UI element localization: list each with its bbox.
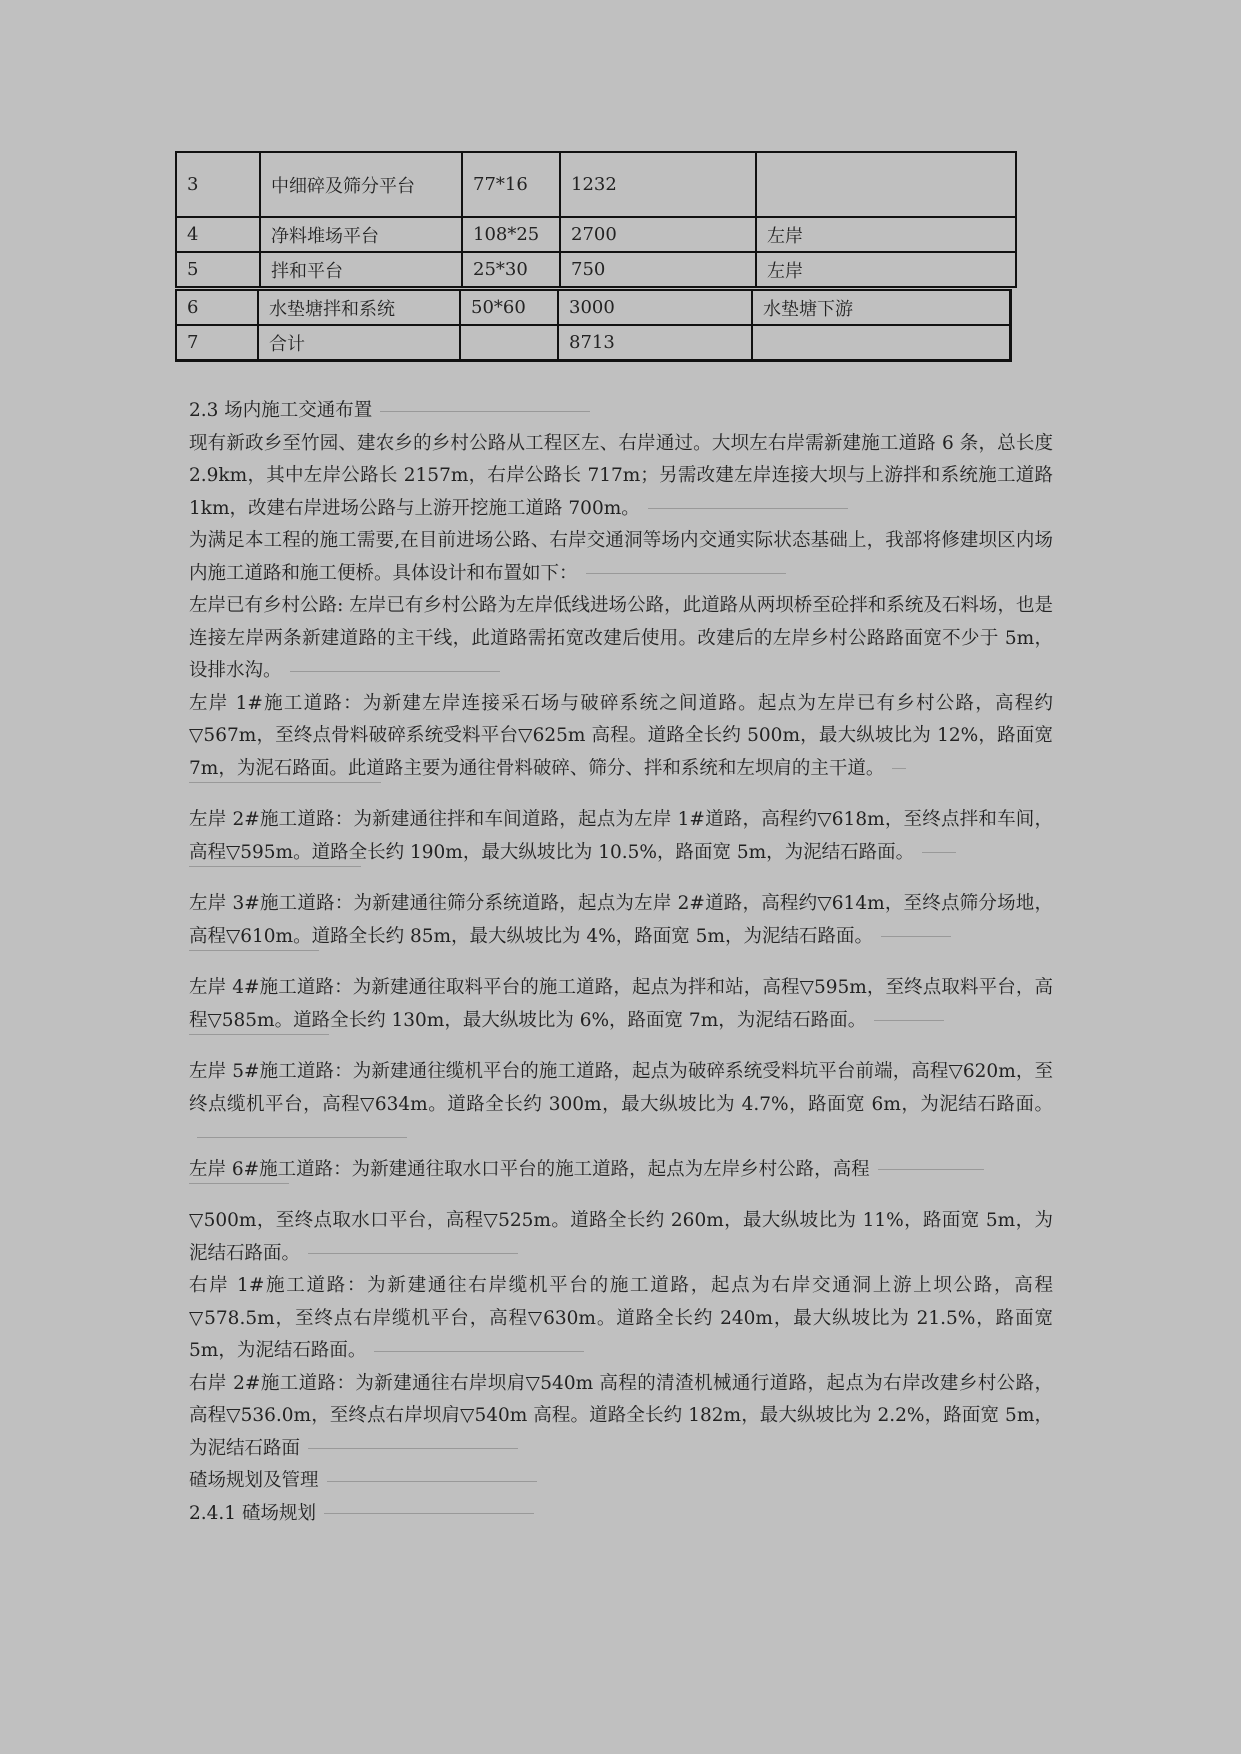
- underline-mark: [290, 671, 500, 672]
- underline-mark: [374, 1351, 584, 1352]
- cell-name: 中细碎及筛分平台: [260, 152, 462, 217]
- underline-mark: [327, 1481, 537, 1482]
- cell-size: 77*16: [462, 152, 560, 217]
- table-row: [176, 325, 1011, 361]
- table-row: [176, 217, 1016, 252]
- paragraph: 左岸已有乡村公路: 左岸已有乡村公路为左岸低线进场公路，此道路从两坝桥至砼拌和系统及石料场，也是连接左岸两条新建道路的主干线，此道路需拓宽改建后使用。改建后的左岸乡村公路路面宽不少于 5m，设排水沟。: [189, 595, 1053, 681]
- cell-size: [460, 325, 558, 361]
- underline-mark: [878, 1169, 984, 1170]
- cell-name: 水垫塘拌和系统: [258, 290, 460, 325]
- paragraph: 右岸 1#施工道路：为新建通往右岸缆机平台的施工道路，起点为右岸交通洞上游上坝公路，高程▽578.5m，至终点右岸缆机平台，高程▽630m。道路全长约 240m，最大纵坡比为 21.5%，路面宽 5m，为泥结石路面。: [189, 1275, 1053, 1361]
- paragraph: 左岸 2#施工道路：为新建通往拌和车间道路，起点为左岸 1#道路，高程约▽618m，至终点拌和车间，高程▽595m。道路全长约 190m，最大纵坡比为 10.5%，路面宽 5m，为泥结石路面。: [189, 809, 1053, 863]
- paragraph: 为满足本工程的施工需要,在目前进场公路、右岸交通洞等场内交通实际状态基础上，我部将修建坝区内场内施工道路和施工便桥。具体设计和布置如下：: [189, 530, 1053, 584]
- underline-mark: [586, 573, 786, 574]
- underline-mark: [892, 768, 906, 769]
- paragraph: ▽500m，至终点取水口平台，高程▽525m。道路全长约 260m，最大纵坡比为 11%，路面宽 5m，为泥结石路面。: [189, 1210, 1053, 1264]
- cell-name: 拌和平台: [260, 252, 462, 287]
- underline-mark: [308, 1253, 518, 1254]
- cell-area: 750: [560, 252, 756, 287]
- cell-name: 净料堆场平台: [260, 217, 462, 252]
- cell-area: 2700: [560, 217, 756, 252]
- cell-area: 3000: [558, 290, 752, 325]
- underline-mark: [324, 1513, 534, 1514]
- underline-mark: [881, 936, 951, 937]
- paragraph: 左岸 3#施工道路：为新建通往筛分系统道路，起点为左岸 2#道路，高程约▽614m，至终点筛分场地，高程▽610m。道路全长约 85m，最大纵坡比为 4%，路面宽 5m，为泥结石路面。: [189, 893, 1053, 947]
- underline-mark: [197, 1137, 407, 1138]
- table-row: [176, 252, 1016, 287]
- underline-mark: [874, 1020, 944, 1021]
- heading-slag-yard-plan: 2.4.1 碴场规划: [189, 1498, 1053, 1531]
- paragraph: 左岸 1#施工道路：为新建左岸连接采石场与破碎系统之间道路。起点为左岸已有乡村公路，高程约▽567m，至终点骨料破碎系统受料平台▽625m 高程。道路全长约 500m，最大纵坡比为 12%，路面宽 7m，为泥石路面。此道路主要为通往骨料破碎、筛分、拌和系统和左坝肩的主干道。: [189, 692, 1053, 779]
- table-row: [176, 290, 1011, 325]
- facility-table-lower: [175, 289, 1012, 362]
- cell-no: 6: [176, 290, 258, 325]
- cell-location: 左岸: [756, 252, 1016, 287]
- heading-slag-yard: 碴场规划及管理: [189, 1465, 1053, 1498]
- underline-mark: [922, 852, 956, 853]
- paragraph: 右岸 2#施工道路：为新建通往右岸坝肩▽540m 高程的清渣机械通行道路，起点为右岸改建乡村公路，高程▽536.0m，至终点右岸坝肩▽540m 高程。道路全长约 182m，最大纵坡比为 2.2%，路面宽 5m，为泥结石路面: [189, 1372, 1053, 1459]
- paragraph: 现有新政乡至竹园、建农乡的乡村公路从工程区左、右岸通过。大坝左右岸需新建施工道路 6 条，总长度 2.9km，其中左岸公路长 2157m，右岸公路长 717m；另需改建左岸连接大坝与上游拌和系统施工道路 1km，改建右岸进场公路与上游开挖施工道路 700m。: [189, 432, 1053, 519]
- cell-location: 左岸: [756, 217, 1016, 252]
- cell-name: 合计: [258, 325, 460, 361]
- underline-mark: [380, 411, 590, 412]
- paragraph: 左岸 5#施工道路：为新建通往缆机平台的施工道路，起点为破碎系统受料坑平台前端，高程▽620m，至终点缆机平台，高程▽634m。道路全长约 300m，最大纵坡比为 4.7%，路面宽 6m，为泥结石路面。: [189, 1056, 1053, 1154]
- section-heading: 2.3 场内施工交通布置: [189, 395, 1053, 428]
- cell-area: 1232: [560, 152, 756, 217]
- facility-table-upper: [175, 151, 1017, 288]
- paragraph: 左岸 4#施工道路：为新建通往取料平台的施工道路，起点为拌和站，高程▽595m，至终点取料平台，高程▽585m。道路全长约 130m，最大纵坡比为 6%，路面宽 7m，为泥结石路面。: [189, 977, 1053, 1031]
- table-row: [176, 152, 1016, 217]
- cell-no: 4: [176, 217, 260, 252]
- cell-size: 50*60: [460, 290, 558, 325]
- cell-no: 3: [176, 152, 260, 217]
- cell-location: [756, 152, 1016, 217]
- underline-mark: [648, 508, 848, 509]
- cell-area: 8713: [558, 325, 752, 361]
- cell-no: 5: [176, 252, 260, 287]
- cell-size: 25*30: [462, 252, 560, 287]
- paragraph: 左岸 6#施工道路：为新建通往取水口平台的施工道路，起点为左岸乡村公路，高程: [189, 1154, 1053, 1187]
- underline-mark: [308, 1448, 518, 1449]
- cell-location: 水垫塘下游: [752, 290, 1011, 325]
- body-text: [189, 395, 1053, 1530]
- cell-no: 7: [176, 325, 258, 361]
- cell-size: 108*25: [462, 217, 560, 252]
- cell-location: [752, 325, 1011, 361]
